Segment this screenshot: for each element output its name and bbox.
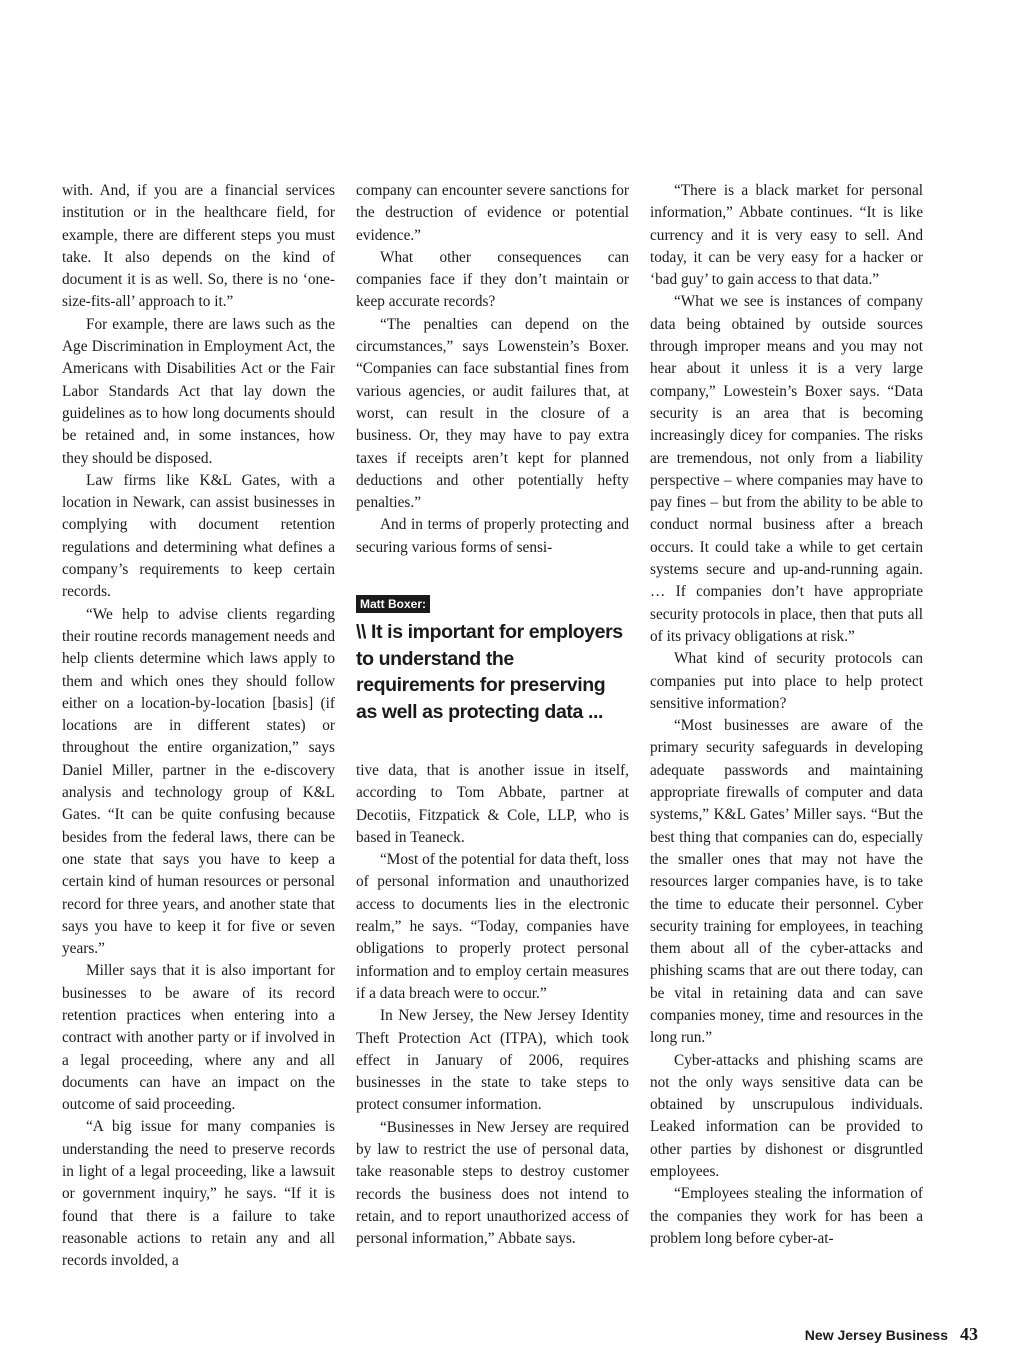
paragraph: “We help to advise clients regarding their routine records management needs and help clients determine which laws apply to them and which ones they should follow either on a location-by-location [basis] (if locations are in different states) or throughout the entire organization,” says Daniel Miller, partner in the e-discovery analysis and technology group of K&L Gates. “It can be quite confusing because besides from the federal laws, there can be one state that says you have to keep a certain kind of human resources or personal record for three years, and another state that says you have to keep it for five or seven years.” — [62, 605, 335, 958]
pull-quote-text: \\ It is important for employers to understand the requirements for preserving as well as protecting data ... — [356, 621, 623, 723]
paragraph: “What we see is instances of company data being obtained by outside sources through improper means and you may not hear about it unless it is a very large company,” Lowestein’s Boxer says. “Data security is an area that is becoming increasingly dicey for companies. The risks are tremendous, not only from a liability perspective – where companies may have to pay fines – but from the ability to be able to conduct normal business after a breach occurs. It could take a while to get certain systems secure and up-and-running again. … If companies don’t have appropriate security protocols in place, then that puts all of its privacy obligations at risk.” — [650, 293, 923, 645]
paragraph: “There is a black market for personal information,” Abbate continues. “It is like currency and it is very easy to sell. And today, it can be very easy for a hacker or ‘bad guy’ to gain access to that data.” — [650, 182, 923, 289]
paragraph: “Employees stealing the information of the companies they work for has been a problem long before cyber-at- — [650, 1185, 923, 1247]
paragraph: “Most of the potential for data theft, loss of personal information and unauthorized access to documents lies in the electronic realm,” he says. “Today, companies have obligations to properly protect personal information and to employ certain measures if a data breach were to occur.” — [356, 851, 629, 1002]
paragraph: with. And, if you are a financial services institution or in the healthcare field, for example, there are different steps you must take. It also depends on the kind of document it is as well. So, there is no ‘one-size-fits-all’ approach to it.” — [62, 182, 335, 311]
article-column-1 — [62, 180, 335, 1273]
paragraph: And in terms of properly protecting and securing various forms of sensi- — [356, 516, 629, 556]
pull-quote-attribution: Matt Boxer: — [356, 595, 430, 613]
paragraph: tive data, that is another issue in itself, according to Tom Abbate, partner at Decotiis, Fitzpatick & Cole, LLP, who is based in Teaneck. — [356, 762, 629, 846]
paragraph: What kind of security protocols can companies put into place to help protect sensitive information? — [650, 650, 923, 712]
paragraph: “The penalties can depend on the circumstances,” says Lowenstein’s Boxer. “Companies can face substantial fines from various agencies, or audit failures that, at worst, can result in the closure of a business. Or, they may have to pay extra taxes if receipts aren’t kept for planned deductions and other potentially hefty penalties.” — [356, 315, 629, 512]
article-column-2-top — [356, 180, 629, 559]
publication-name: New Jersey Business — [804, 1327, 948, 1343]
article-column-2-bottom — [356, 760, 629, 1251]
paragraph: Miller says that it is also important for businesses to be aware of its record retention practices when entering into a contract with another party or if involved in a legal proceeding, where any and all documents can have an impact on the outcome of said proceeding. — [62, 962, 335, 1114]
paragraph: For example, there are laws such as the Age Discrimination in Employment Act, the Americans with Disabilities Act or the Fair Labor Standards Act that lay down the guidelines as to how long documents should be retained and, in some instances, how they should be disposed. — [62, 315, 335, 467]
paragraph: “Businesses in New Jersey are required by law to restrict the use of personal data, take reasonable steps to destroy customer records the business does not intend to retain, and to report unauthorized access of personal information,” Abbate says. — [356, 1118, 629, 1248]
pull-quote — [356, 595, 629, 725]
paragraph: What other consequences can companies face if they don’t maintain or keep accurate records? — [356, 248, 629, 311]
paragraph: Law firms like K&L Gates, with a location in Newark, can assist businesses in complying with document retention regulations and determining what defines a company’s requirements to keep certain records. — [62, 471, 335, 601]
paragraph: company can encounter severe sanctions for the destruction of evidence or potential evidence.” — [356, 182, 629, 244]
paragraph: “A big issue for many companies is understanding the need to preserve records in light of a legal proceeding, like a lawsuit or government inquiry,” he says. “If it is found that there is a failure to take reasonable actions to retain any and all records involded, a — [62, 1118, 335, 1270]
article-column-3 — [650, 180, 923, 1250]
paragraph: Cyber-attacks and phishing scams are not the only ways sensitive data can be obtained by unscrupulous individuals. Leaked information can be provided to other parties by dishonest or disgruntled employees. — [650, 1051, 923, 1181]
page-number: 43 — [960, 1324, 978, 1344]
paragraph: In New Jersey, the New Jersey Identity Theft Protection Act (ITPA), which took effect in January of 2006, requires businesses in the state to take steps to protect consumer information. — [356, 1007, 629, 1114]
paragraph: “Most businesses are aware of the primary security safeguards in developing adequate passwords and maintaining appropriate firewalls of computer and data systems,” K&L Gates’ Miller says. “But the best thing that companies can do, especially the smaller ones that may not have the resources larger companies have, is to take the time to educate their personnel. Cyber security training for employees, in teaching them about all of the cyber-attacks and phishing scams that are out there today, can be vital in retaining data and can save companies money, time and resources in the long run.” — [650, 717, 923, 1047]
page-footer — [805, 1324, 978, 1345]
